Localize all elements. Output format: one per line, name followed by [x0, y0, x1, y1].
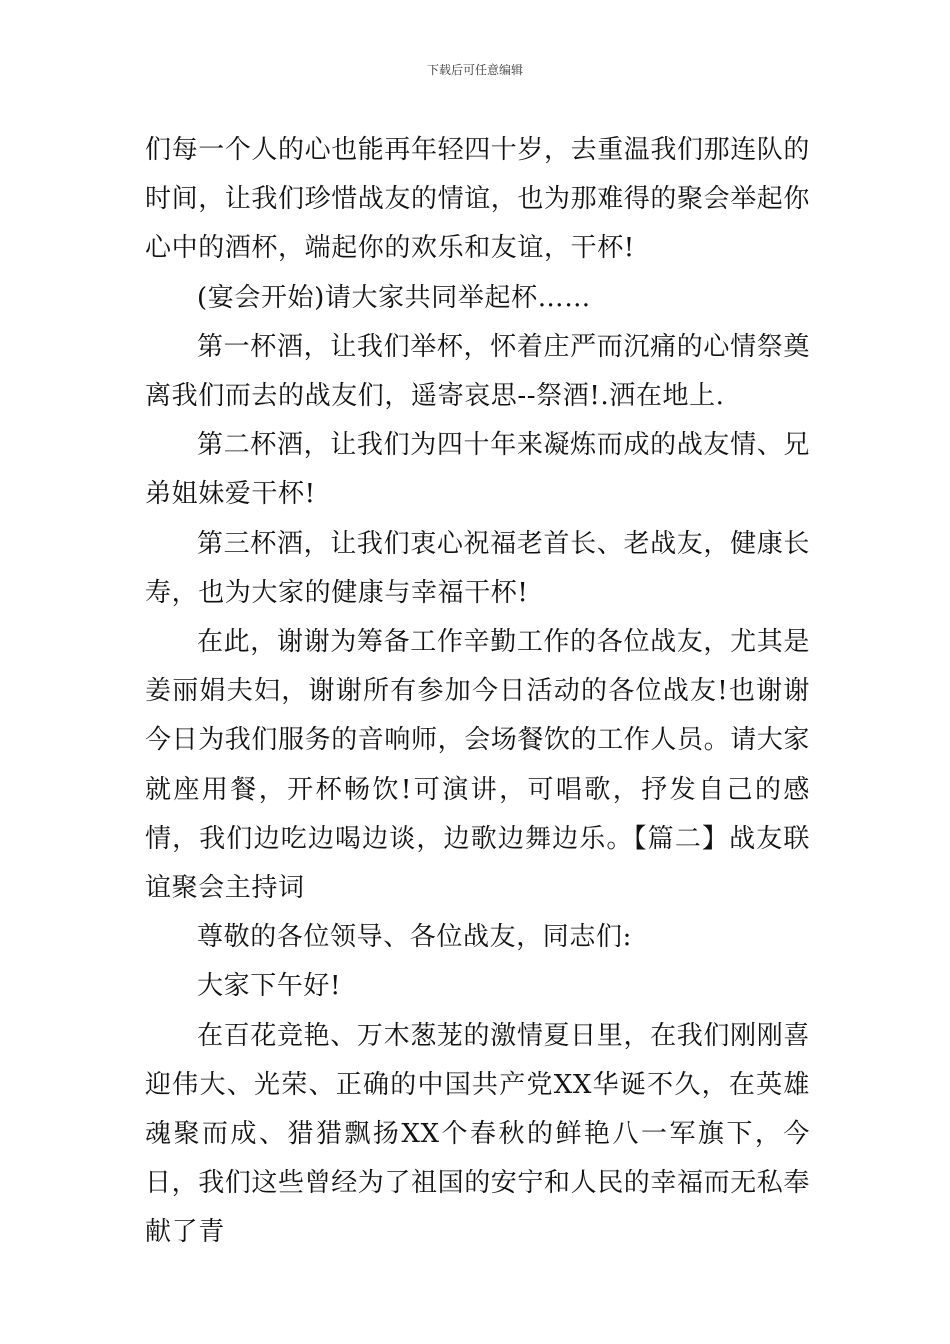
- paragraph-second-toast: 第二杯酒，让我们为四十年来凝炼而成的战友情、兄弟姐妹爱干杯!: [145, 430, 810, 510]
- page-header: 下载后可任意编辑: [426, 63, 523, 77]
- paragraph-opening: 在百花竞艳、万木葱茏的激情夏日里，在我们刚刚喜迎伟大、光荣、正确的中国共产党XX华诞不久，在英雄魂聚而成、猎猎飘扬XX个春秋的鲜艳八一军旗下，今日，我们这些曾经为了祖国的安宁和人民的幸福而无私奉献了青: [145, 1020, 811, 1248]
- paragraph-thanks: 在此，谢谢为筹备工作辛勤工作的各位战友，尤其是姜丽娟夫妇，谢谢所有参加今日活动的各位战友!也谢谢今日为我们服务的音响师，会场餐饮的工作人员。请大家就座用餐，开杯畅饮!可演讲，可唱歌，抒发自己的感情，我们边吃边喝边谈，边歌边舞边乐。【篇二】战友联谊聚会主持词: [145, 627, 811, 904]
- paragraph-greeting: 大家下午好!: [197, 971, 342, 1002]
- paragraph-third-toast: 第三杯酒，让我们衷心祝福老首长、老战友，健康长寿，也为大家的健康与幸福干杯!: [145, 528, 810, 608]
- document-body: [145, 126, 810, 1258]
- paragraph-greeting-address: 尊敬的各位领导、各位战友，同志们:: [197, 922, 632, 953]
- paragraph-continuation: 们每一个人的心也能再年轻四十岁，去重温我们那连队的时间，让我们珍惜战友的情谊，也为那难得的聚会举起你心中的酒杯，端起你的欢乐和友谊，干杯!: [145, 135, 811, 264]
- paragraph-first-toast: 第一杯酒，让我们举杯，怀着庄严而沉痛的心情祭奠离我们而去的战友们，遥寄哀思--祭酒!.洒在地上.: [145, 331, 810, 412]
- paragraph-banquet-start: (宴会开始)请大家共同举起杯……: [197, 282, 591, 313]
